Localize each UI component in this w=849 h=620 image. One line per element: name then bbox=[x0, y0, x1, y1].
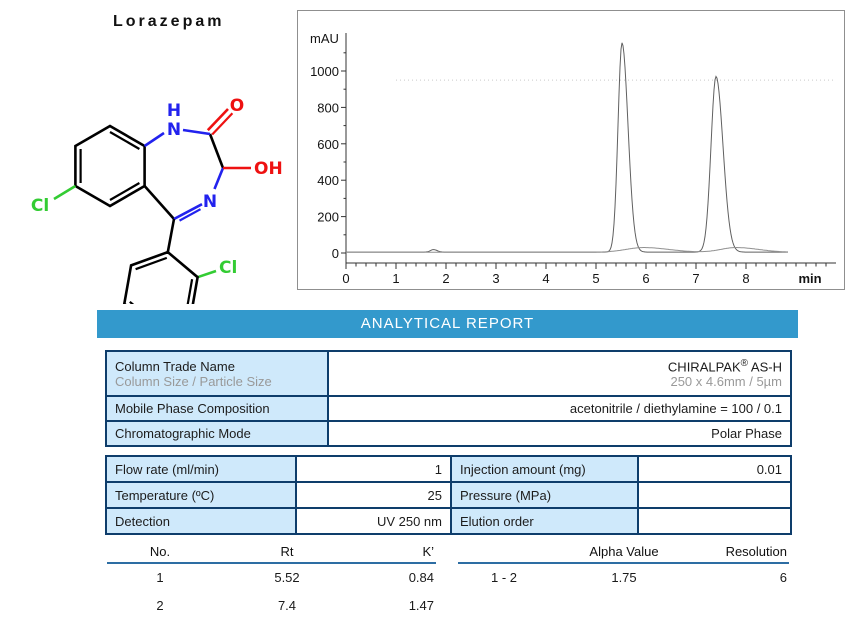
peak-row-2 bbox=[107, 591, 436, 619]
compound-title: Lorazepam bbox=[113, 13, 225, 30]
y-tick-label: 1000 bbox=[310, 64, 339, 79]
mobile-phase-value: acetonitrile / diethylamine = 100 / 0.1 bbox=[328, 396, 791, 421]
flow-rate-label: Flow rate (ml/min) bbox=[106, 456, 296, 482]
column-trade-name-label: Column Trade Name bbox=[115, 358, 235, 374]
molecule-structure bbox=[4, 42, 294, 304]
spec-value-cell bbox=[328, 351, 791, 396]
x-tick-label: 8 bbox=[742, 271, 750, 286]
detection-value: UV 250 nm bbox=[296, 508, 451, 534]
x-axis-unit: min bbox=[798, 271, 822, 286]
x-tick-label: 0 bbox=[342, 271, 350, 286]
imine-n-label: N bbox=[202, 192, 218, 212]
x-tick-label: 6 bbox=[642, 271, 650, 286]
temperature-label: Temperature (ºC) bbox=[106, 482, 296, 508]
amide-h-label: H bbox=[166, 101, 182, 121]
report-banner: ANALYTICAL REPORT bbox=[97, 310, 798, 338]
y-tick-label: 200 bbox=[317, 209, 339, 225]
injection-amount-label: Injection amount (mg) bbox=[451, 456, 638, 482]
chromatographic-mode-label: Chromatographic Mode bbox=[106, 421, 328, 446]
trace-baseline-trace bbox=[346, 248, 788, 253]
pressure-value bbox=[638, 482, 791, 508]
separation-results-table bbox=[458, 541, 789, 591]
x-tick-label: 4 bbox=[542, 271, 550, 286]
kprime-header: K’ bbox=[361, 541, 436, 563]
resolution-header: Resolution bbox=[698, 541, 789, 563]
chromatogram-svg bbox=[298, 11, 844, 289]
y-tick-label: 400 bbox=[317, 173, 339, 189]
chromatogram-chart bbox=[297, 10, 845, 290]
chromatographic-mode-value: Polar Phase bbox=[328, 421, 791, 446]
y-axis-unit: mAU bbox=[310, 31, 339, 46]
y-tick-label: 0 bbox=[331, 246, 339, 261]
column-spec-table bbox=[105, 350, 792, 447]
peaks-results-table bbox=[107, 541, 436, 619]
phenyl-cl-label: Cl bbox=[219, 258, 238, 278]
method-parameters-table bbox=[105, 455, 792, 535]
column-size-label: Column Size / Particle Size bbox=[115, 373, 272, 389]
pair-value: 1 - 2 bbox=[490, 570, 517, 585]
y-tick-label: 600 bbox=[317, 136, 339, 152]
temperature-value: 25 bbox=[296, 482, 451, 508]
x-tick-label: 3 bbox=[492, 271, 500, 286]
peak1-rt: 5.52 bbox=[274, 570, 300, 585]
peak2-kprime: 1.47 bbox=[408, 597, 434, 613]
registered-mark: ® bbox=[740, 357, 749, 369]
peak1-no: 1 bbox=[156, 570, 164, 585]
no-header: No. bbox=[107, 541, 213, 563]
phenyl-ring bbox=[124, 219, 197, 304]
peak-row-1 bbox=[107, 563, 436, 591]
pair-header bbox=[458, 541, 550, 563]
pressure-label: Pressure (MPa) bbox=[451, 482, 638, 508]
amide-n-label: N bbox=[166, 120, 182, 140]
carbonyl-o-label: O bbox=[229, 96, 245, 116]
elution-order-label: Elution order bbox=[451, 508, 638, 534]
mobile-phase-label: Mobile Phase Composition bbox=[106, 396, 328, 421]
column-trade-name-value: CHIRALPAK® AS-H bbox=[667, 357, 782, 375]
spec-label-cell bbox=[106, 351, 328, 396]
x-tick-label: 5 bbox=[592, 271, 600, 286]
rt-header: Rt bbox=[213, 541, 361, 563]
alpha-header: Alpha Value bbox=[550, 541, 698, 563]
x-tick-label: 2 bbox=[442, 271, 450, 286]
x-tick-label: 1 bbox=[392, 271, 400, 286]
aryl-cl-label: Cl bbox=[30, 196, 50, 216]
peak2-rt: 7.4 bbox=[277, 597, 297, 613]
separation-row-1 bbox=[458, 563, 789, 591]
resolution-value: 6 bbox=[779, 570, 787, 585]
flow-rate-value: 1 bbox=[296, 456, 451, 482]
injection-amount-value: 0.01 bbox=[638, 456, 791, 482]
y-tick-label: 800 bbox=[317, 100, 339, 116]
detection-label: Detection bbox=[106, 508, 296, 534]
hydroxyl-label: OH bbox=[254, 159, 283, 179]
oxygen-bonds bbox=[208, 109, 251, 168]
x-tick-label: 7 bbox=[692, 271, 700, 286]
alpha-value: 1.75 bbox=[611, 570, 637, 585]
column-size-value: 250 x 4.6mm / 5µm bbox=[670, 374, 782, 390]
peak2-no: 2 bbox=[156, 597, 164, 613]
peak1-kprime: 0.84 bbox=[408, 570, 434, 585]
trace-chromatogram bbox=[346, 43, 788, 252]
benzene-ring bbox=[75, 126, 144, 206]
elution-order-value bbox=[638, 508, 791, 534]
